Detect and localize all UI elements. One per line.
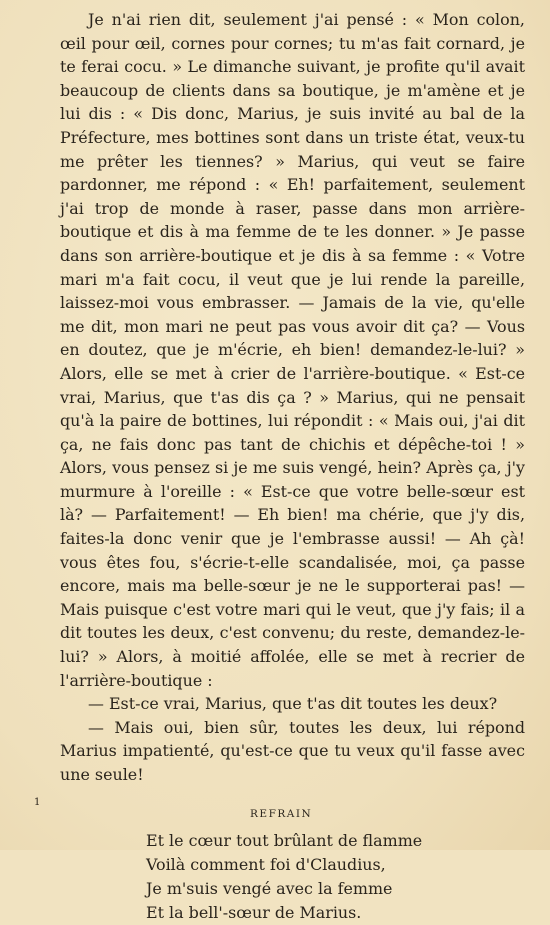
refrain-title: REFRAIN	[250, 807, 313, 820]
paragraph-2: — Est-ce vrai, Marius, que t'as dit toutes les deux?	[88, 694, 498, 714]
refrain-line-2: Voilà comment foi d'Claudius,	[146, 854, 386, 874]
page-marker: 1	[34, 797, 41, 808]
paragraph-3: — Mais oui, bien sûr, toutes les deux, lui répond Marius impatienté, qu'est-ce que tu veux qu'il fasse avec une seule!	[60, 717, 525, 784]
refrain-line-1: Et le cœur tout brûlant de flamme	[146, 830, 423, 850]
refrain-line-3: Je m'suis vengé avec la femme	[146, 878, 393, 898]
paragraph-1: Je n'ai rien dit, seulement j'ai pensé : « Mon colon, œil pour œil, cornes pour cornes; tu m'as fait cornard, je te ferai cocu. » Le dimanche suivant, je profite qu'il avait beaucoup de clients dans sa boutique, je m'amène et je lui dis : « Dis donc, Marius, je suis invité au bal de la Préfecture, mes bottines sont dans un triste état, veux-tu me prêter les tiennes? » Marius, qui veut se faire pardonner, me répond : « Eh! parfaitement, seulement j'ai trop de monde à raser, passe dans mon arrière-boutique et dis à ma femme de te les donner. » Je passe dans son arrière-boutique et je dis à sa femme : « Votre mari m'a fait cocu, il veut que je lui rende la pareille, laissez-moi vous embrasser. — Jamais de la vie, qu'elle me dit, mon mari ne peut pas vous avoir dit ça? — Vous en doutez, que je m'écrie, eh bien! demandez-le-lui? » Alors, elle se met à crier de l'arrière-boutique. « Est-ce vrai, Marius, que t'as dis ça ? » Marius, qui ne pensait qu'à la paire de bottines, lui répondit : « Mais oui, j'ai dit ça, ne fais donc pas tant de chichis et dépêche-toi ! » Alors, vous pensez si je me suis vengé, hein? Après ça, j'y murmure à l'oreille : « Est-ce que votre belle-sœur est là? — Parfaitement! — Eh bien! ma chérie, que j'y dis, faites-la donc venir que je l'embrasse aussi! — Ah çà! vous êtes fou, s'écrie-t-elle scandalisée, moi, ça passe encore, mais ma belle-sœur je ne le supporterai pas! — Mais puisque c'est votre mari qui le veut, que j'y fais; il a dit toutes les deux, c'est convenu; du reste, demandez-le-lui? » Alors, à moitié affolée, elle se met à recrier de l'arrière-boutique :	[60, 10, 525, 690]
body-text	[60, 8, 525, 787]
refrain-line-4: Et la bell'-sœur de Marius.	[146, 902, 362, 922]
refrain-verse	[60, 829, 525, 925]
